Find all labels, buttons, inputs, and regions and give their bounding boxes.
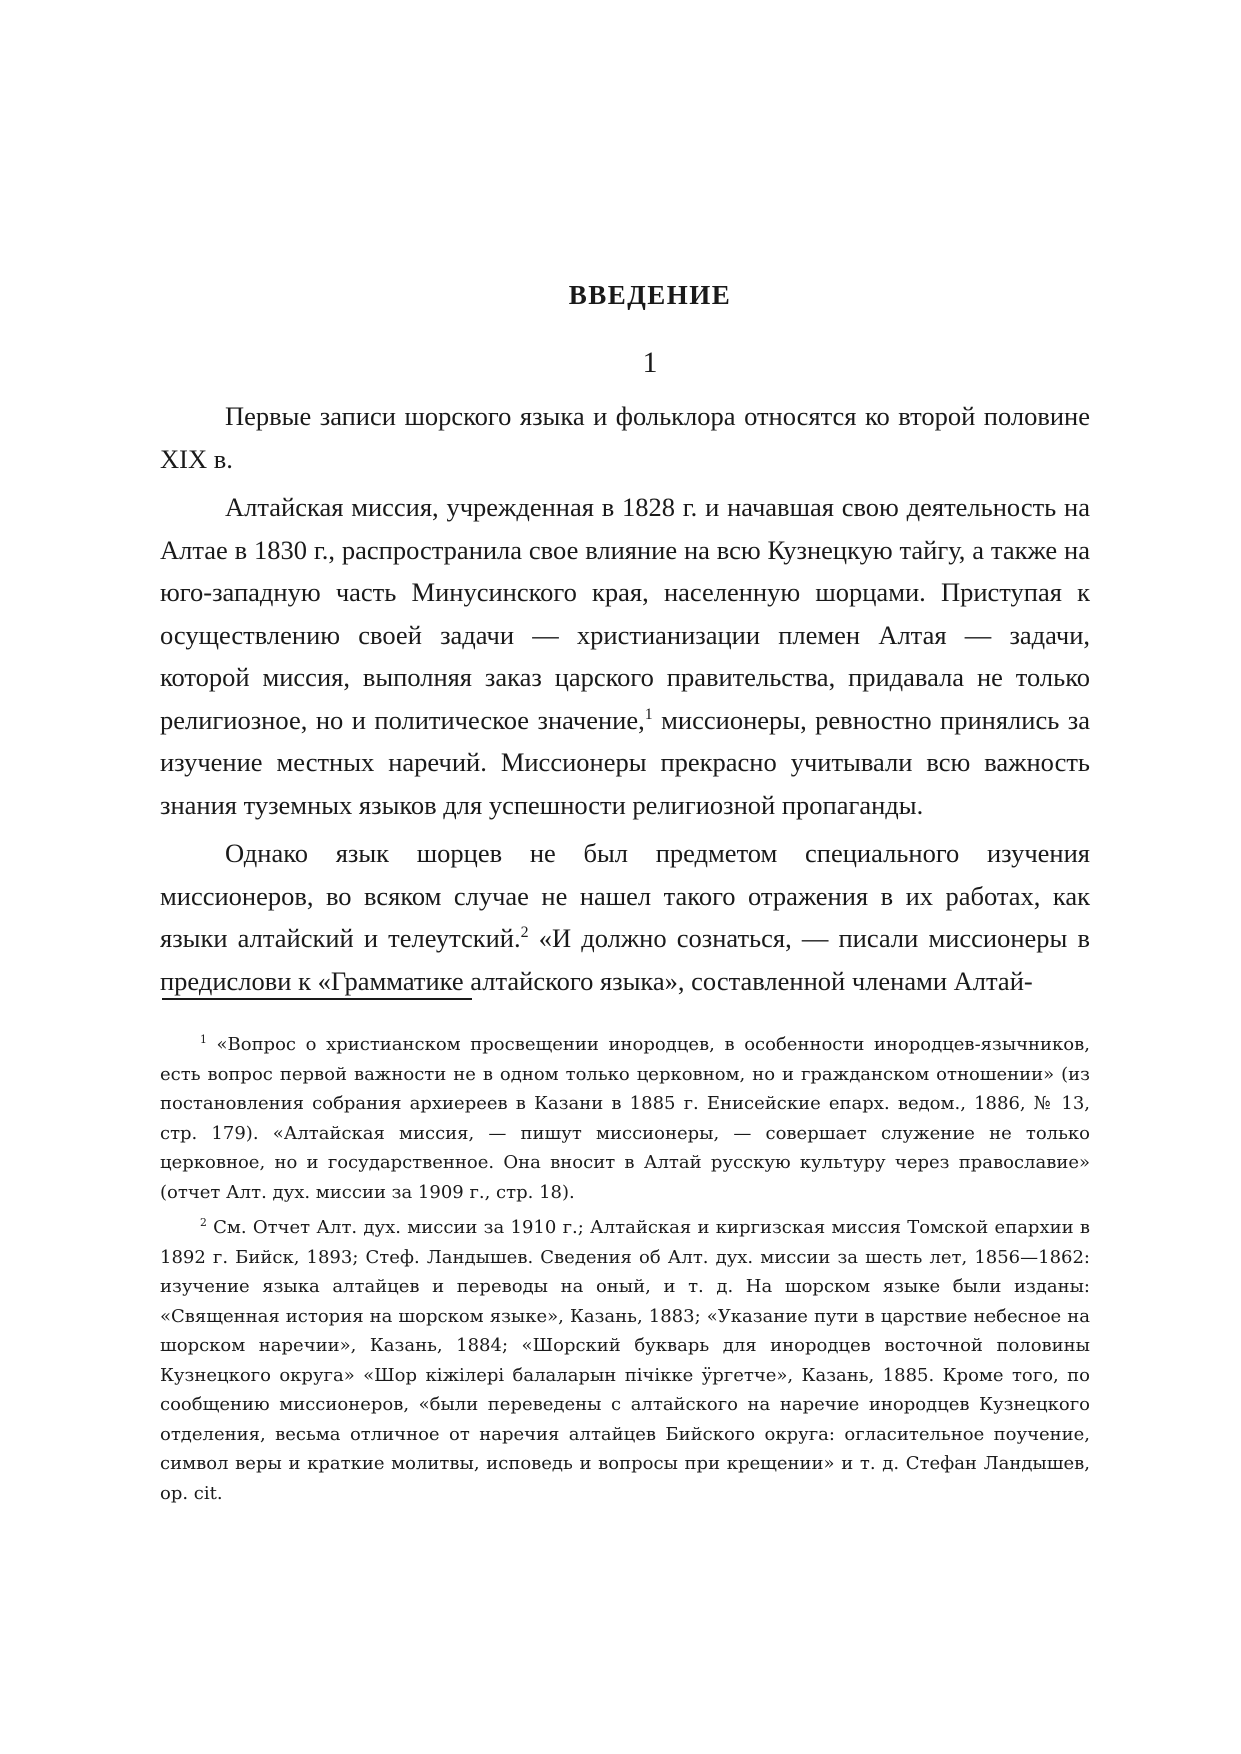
footnote-text: См. Отчет Алт. дух. миссии за 1910 г.; Алтайская и киргизская миссия Томской епархии в 1892 г. Бийск, 1893; Стеф. Ландышев. Сведения об Алт. дух. миссии за шесть лет, 1856—1862: изучение языка алтайцев и переводы на оный, и т. д. На шорском языке были изданы: «Священная история на шорском языке», Казань, 1883; «Указание пути в царствие небесное на шорском наречии», Казань, 1884; «Шорский букварь для инородцев восточной половины Кузнецкого округа» «Шор кiжiлерi балаларын пiчiкке ӱргетче», Казань, 1885. Кроме того, по сообщению миссионеров, «были переведены с алтайского на наречие инородцев Кузнецкого отделения, весьма отличное от наречия алтайцев Бийского округа: огласительное поучение, символ веры и краткие молитвы, исповедь и вопросы при крещении» и т. д. Стефан Ландышев, op. cit.: [160, 1217, 1090, 1504]
footnote-text: «Вопрос о христианском просвещении инородцев, в особенности инородцев-язычников, есть вопрос первой важности не в одном только церковном, но и гражданском отношении» (из постановления собрания архиереев в Казани в 1885 г. Енисейские епарх. ведом., 1886, № 13, стр. 179). «Алтайская миссия, — пишут миссионеры, — совершает служение не только церковное, но и государственное. Она вносит в Алтай русскую культуру через православие» (отчет Алт. дух. миссии за 1909 г., стр. 18).: [160, 1034, 1090, 1203]
paragraph-text-tail: «И должно сознаться, — писали миссионеры в предислови к «Грамматике алтайского языка», составленной членами Алтай-: [160, 923, 1091, 996]
paragraph-text-tail: миссионеры, ревностно принялись за изучение местных наречий. Миссионеры прекрасно учитывали всю важность знания туземных языков для успешности религиозной пропаганды.: [160, 704, 1091, 820]
footnote-separator: [162, 998, 472, 1000]
paragraph-text: Первые записи шорского языка и фольклора относятся ко второй половине XIX в.: [160, 401, 1090, 474]
section-number: 1: [642, 346, 658, 379]
paragraph-2: [160, 486, 1090, 826]
main-text: [160, 395, 1090, 1008]
paragraph-text: Алтайская миссия, учрежденная в 1828 г. и начавшая свою деятельность на Алтае в 1830 г., распространила свое влияние на всю Кузнецкую тайгу, а также на юго-западную часть Минусинского края, населенную шорцами. Приступая к осуществлению своей задачи — христианизации племен Алтая — задачи, которой миссия, выполняя заказ царского правительства, придавала не только религиозное, но и политическое значение,: [160, 492, 1090, 735]
footnote-ref-1[interactable]: 1: [644, 705, 653, 723]
paragraph-1: [160, 395, 1090, 480]
footnote-ref-2[interactable]: 2: [520, 924, 529, 942]
paragraph-text: Однако язык шорцев не был предметом специального изучения миссионеров, во всяком случае не нашел такого отражения в их работах, как языки алтайский и телеутский.: [160, 838, 1090, 953]
footnotes: [160, 1030, 1090, 1514]
footnote-2: [160, 1213, 1090, 1508]
footnote-1: [160, 1030, 1090, 1207]
paragraph-3: [160, 832, 1090, 1002]
chapter-heading: ВВЕДЕНИЕ: [568, 280, 732, 310]
footnote-marker: 1: [200, 1033, 207, 1046]
footnote-marker: 2: [200, 1216, 207, 1229]
